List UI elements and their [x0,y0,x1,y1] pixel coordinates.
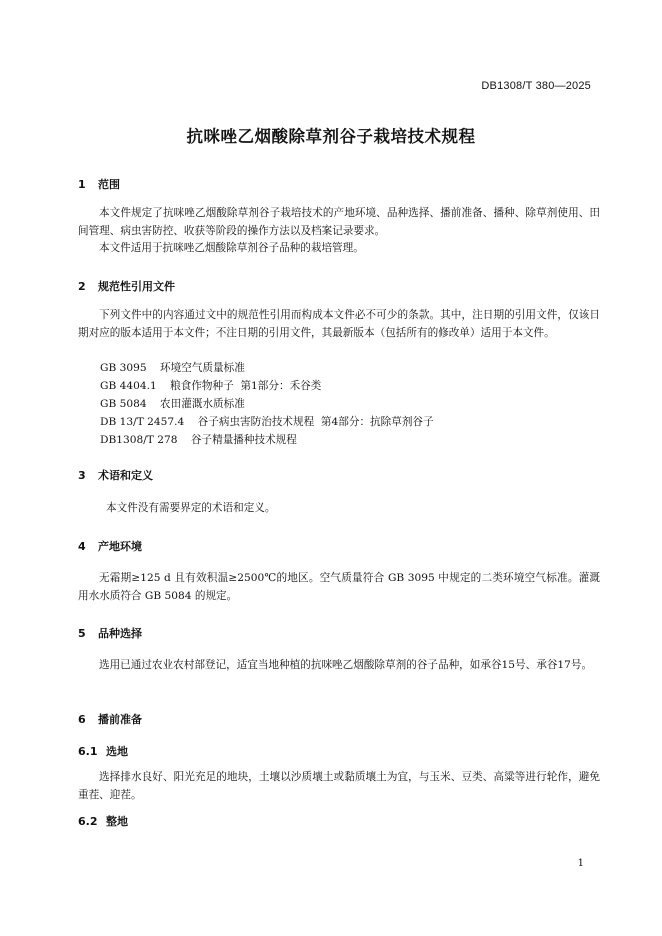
reference-item: DB 13/T 2457.4 谷子病虫害防治技术规程 第4部分：抗除草剂谷子 [100,416,434,428]
section-title: 产地环境 [98,540,142,553]
page-number: 1 [577,858,584,869]
paragraph: 下列文件中的内容通过文中的规范性引用而构成本文件必不可少的条款。其中，注日期的引用文件，仅该日期对应的版本适用于本文件；不注日期的引用文件，其最新版本（包括所有的修改单）适用于本文件。 [78,309,600,339]
subsection-title: 选地 [106,745,128,758]
section-title: 规范性引用文件 [98,280,175,293]
document-title: 抗咪唑乙烟酸除草剂谷子栽培技术规程 [186,127,476,146]
section-heading-4 [78,538,142,554]
section-number: 5 [78,627,86,640]
section-number: 3 [78,469,86,482]
section-number: 6 [78,713,86,726]
section-title: 术语和定义 [98,469,153,482]
subsection-heading-6-1 [78,743,128,759]
section-title: 播前准备 [98,713,142,726]
subsection-number: 6.1 [78,745,98,758]
paragraph: 本文件没有需要界定的术语和定义。 [106,502,276,514]
section-heading-3 [78,467,153,483]
reference-item: GB 3095 环境空气质量标准 [100,362,245,374]
section-title: 范围 [98,178,120,191]
section-number: 1 [78,178,86,191]
paragraph: 选择排水良好、阳光充足的地块，土壤以沙质壤土或黏质壤土为宜，与玉米、豆类、高粱等进行轮作，避免重茬、迎茬。 [78,771,600,801]
reference-item: GB 5084 农田灌溉水质标准 [100,398,245,410]
document-code: DB1308/T 380—2025 [481,80,591,92]
subsection-title: 整地 [106,815,128,828]
paragraph: 本文件适用于抗咪唑乙烟酸除草剂谷子品种的栽培管理。 [99,242,364,254]
section-heading-5 [78,625,142,641]
reference-item: GB 4404.1 粮食作物种子 第1部分：禾谷类 [100,380,322,392]
section-title: 品种选择 [98,627,142,640]
section-heading-1 [78,176,120,192]
paragraph: 选用已通过农业农村部登记，适宜当地种植的抗咪唑乙烟酸除草剂的谷子品种，如承谷15号、承谷17号。 [99,659,593,671]
paragraph: 本文件规定了抗咪唑乙烟酸除草剂谷子栽培技术的产地环境、品种选择、播前准备、播种、除草剂使用、田间管理、病虫害防控、收获等阶段的操作方法以及档案记录要求。 [78,207,600,237]
section-heading-6 [78,711,142,727]
section-number: 4 [78,540,86,553]
subsection-heading-6-2 [78,813,128,829]
section-number: 2 [78,280,86,293]
reference-item: DB1308/T 278 谷子精量播种技术规程 [100,434,297,446]
subsection-number: 6.2 [78,815,98,828]
paragraph: 无霜期≥125 d 且有效积温≥2500℃的地区。空气质量符合 GB 3095 中规定的二类环境空气标准。灌溉用水水质符合 GB 5084 的规定。 [78,572,600,602]
section-heading-2 [78,278,175,294]
